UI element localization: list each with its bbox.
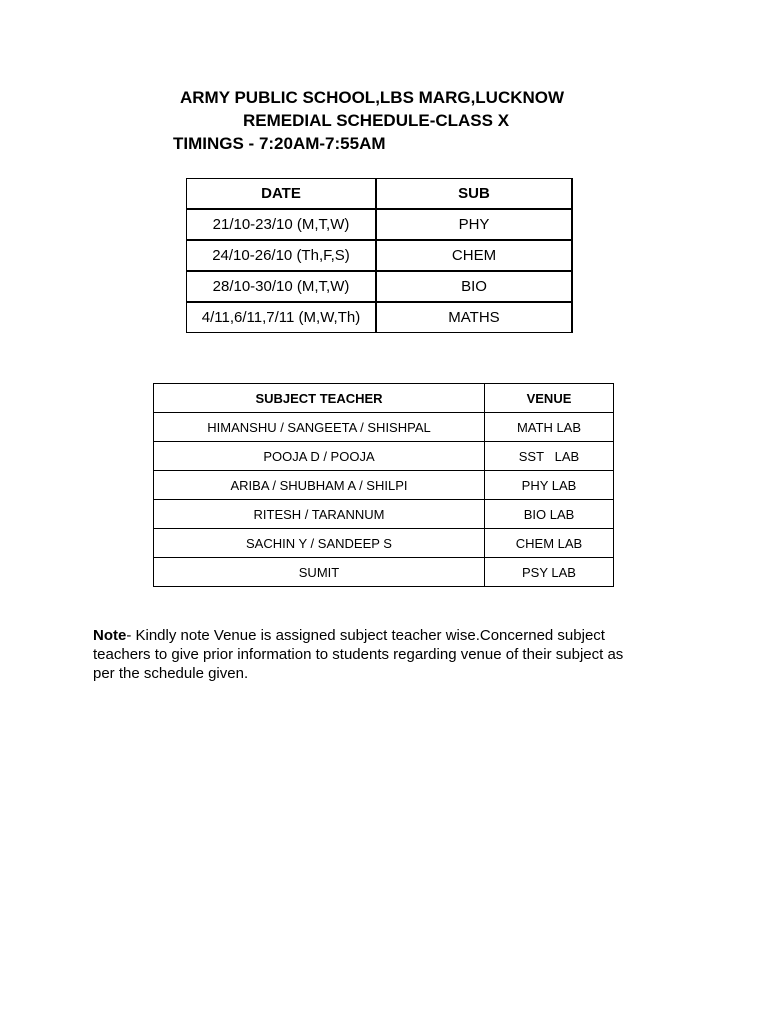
- note-label: Note: [93, 627, 127, 644]
- venue-cell: PHY LAB: [485, 471, 614, 500]
- venue-cell: CHEM LAB: [485, 529, 614, 558]
- venue-cell: BIO LAB: [485, 500, 614, 529]
- table-row: [154, 413, 614, 442]
- teacher-column-header: SUBJECT TEACHER: [154, 384, 485, 413]
- school-title: ARMY PUBLIC SCHOOL,LBS MARG,LUCKNOW: [180, 88, 565, 107]
- teacher-cell: SACHIN Y / SANDEEP S: [154, 529, 485, 558]
- table-row: [154, 442, 614, 471]
- date-subject-table: [186, 178, 573, 333]
- subject-cell: BIO: [376, 271, 572, 302]
- note-paragraph: [93, 626, 638, 683]
- table-row: [187, 240, 573, 271]
- date-cell: 24/10-26/10 (Th,F,S): [187, 240, 377, 271]
- teacher-cell: ARIBA / SHUBHAM A / SHILPI: [154, 471, 485, 500]
- subject-cell: MATHS: [376, 302, 572, 333]
- table-row: [187, 209, 573, 240]
- teacher-cell: RITESH / TARANNUM: [154, 500, 485, 529]
- table-header-row: [154, 384, 614, 413]
- subject-cell: PHY: [376, 209, 572, 240]
- table-row: [154, 471, 614, 500]
- date-cell: 4/11,6/11,7/11 (M,W,Th): [187, 302, 377, 333]
- table-row: [154, 529, 614, 558]
- teacher-cell: HIMANSHU / SANGEETA / SHISHPAL: [154, 413, 485, 442]
- table-row: [154, 558, 614, 587]
- teacher-venue-table: [153, 383, 614, 587]
- timings-line: TIMINGS - 7:20AM-7:55AM: [173, 134, 386, 153]
- teacher-cell: SUMIT: [154, 558, 485, 587]
- subject-column-header: SUB: [376, 179, 572, 210]
- date-column-header: DATE: [187, 179, 377, 210]
- table-header-row: [187, 179, 573, 210]
- venue-cell: PSY LAB: [485, 558, 614, 587]
- venue-column-header: VENUE: [485, 384, 614, 413]
- note-text: - Kindly note Venue is assigned subject teacher wise.Concerned subject teachers to give prior information to students regarding venue of their subject as per the schedule given.: [93, 627, 624, 682]
- venue-cell: SST LAB: [485, 442, 614, 471]
- date-cell: 21/10-23/10 (M,T,W): [187, 209, 377, 240]
- venue-cell: MATH LAB: [485, 413, 614, 442]
- subject-cell: CHEM: [376, 240, 572, 271]
- schedule-title: REMEDIAL SCHEDULE-CLASS X: [243, 111, 510, 130]
- teacher-cell: POOJA D / POOJA: [154, 442, 485, 471]
- table-row: [187, 271, 573, 302]
- date-cell: 28/10-30/10 (M,T,W): [187, 271, 377, 302]
- table-row: [187, 302, 573, 333]
- table-row: [154, 500, 614, 529]
